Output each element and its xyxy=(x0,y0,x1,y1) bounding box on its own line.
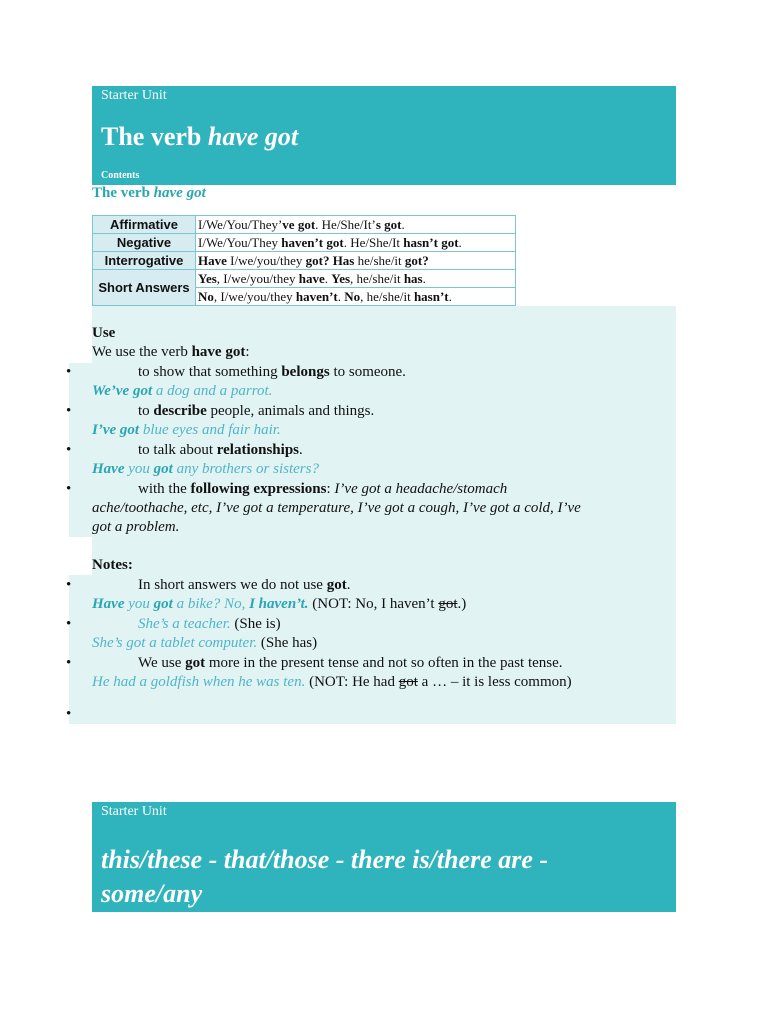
table-row xyxy=(93,252,516,270)
section-subheading: The verb have got xyxy=(92,185,206,201)
example-sentence: We’ve got a dog and a parrot. xyxy=(92,383,273,399)
bullet-icon: • xyxy=(66,442,72,458)
list-item: She’s a teacher. (She is) xyxy=(138,616,281,632)
bullet-icon: • xyxy=(66,655,72,671)
list-item: with the following expressions: I’ve got a headache/stomach xyxy=(138,481,508,497)
interrogative-forms: Have I/we/you/they got? Has he/she/it got? xyxy=(196,252,516,270)
bullet-icon: • xyxy=(66,616,72,632)
use-intro: We use the verb have got: xyxy=(92,344,250,360)
negative-forms: I/We/You/They haven’t got. He/She/It hasn’t got. xyxy=(196,234,516,252)
table-row xyxy=(93,270,516,288)
use-heading: Use xyxy=(92,325,116,341)
section-title: this/these - that/those - there is/there are - some/any xyxy=(101,845,549,908)
list-item: to talk about relationships. xyxy=(138,442,303,458)
affirmative-forms: I/We/You/They’ve got. He/She/It’s got. xyxy=(196,216,516,234)
bullet-icon: • xyxy=(66,577,72,593)
example-sentence: Have you got a bike? No, I haven’t. (NOT: No, I haven’t got.) xyxy=(92,596,467,612)
unit-label: Starter Unit xyxy=(101,88,167,103)
bullet-icon: • xyxy=(66,481,72,497)
example-sentence: I’ve got blue eyes and fair hair. xyxy=(92,422,281,438)
row-label-negative: Negative xyxy=(93,234,196,252)
list-item-continuation: got a problem. xyxy=(92,519,180,535)
panel-side-strip xyxy=(69,363,92,537)
example-sentence: He had a goldfish when he was ten. (NOT: He had got a … – it is less common) xyxy=(92,674,572,690)
table-row xyxy=(93,234,516,252)
bullet-icon: • xyxy=(66,706,72,722)
list-item: We use got more in the present tense and not so often in the past tense. xyxy=(138,655,563,671)
row-label-short-answers: Short Answers xyxy=(93,270,196,306)
short-answer-no: No, I/we/you/they haven’t. No, he/she/it hasn’t. xyxy=(196,288,516,306)
bullet-icon: • xyxy=(66,403,72,419)
list-item: to describe people, animals and things. xyxy=(138,403,375,419)
list-item: to show that something belongs to someone. xyxy=(138,364,406,380)
example-sentence: Have you got any brothers or sisters? xyxy=(92,461,319,477)
short-answer-yes: Yes, I/we/you/they have. Yes, he/she/it has. xyxy=(196,270,516,288)
unit-label: Starter Unit xyxy=(101,804,167,819)
row-label-affirmative: Affirmative xyxy=(93,216,196,234)
example-sentence: She’s got a tablet computer. (She has) xyxy=(92,635,318,651)
table-row xyxy=(93,216,516,234)
row-label-interrogative: Interrogative xyxy=(93,252,196,270)
grammar-table xyxy=(92,215,516,306)
panel-side-strip xyxy=(69,575,92,724)
bullet-icon: • xyxy=(66,364,72,380)
notes-heading: Notes: xyxy=(92,557,133,573)
page-title: The verb have got xyxy=(101,122,299,151)
list-item: In short answers we do not use got. xyxy=(138,577,351,593)
contents-label: Contents xyxy=(101,170,140,181)
list-item-continuation: ache/toothache, etc, I’ve got a temperature, I’ve got a cough, I’ve got a cold, I’ve xyxy=(92,500,581,516)
